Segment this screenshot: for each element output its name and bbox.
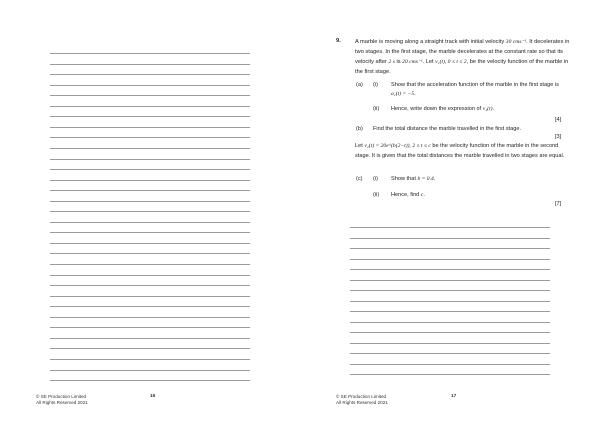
answer-line: [50, 137, 250, 138]
part-a-ii-label: (ii): [373, 106, 380, 112]
part-text: Show that the acceleration function of the marble in the first stage is: [391, 82, 559, 88]
answer-line: [350, 238, 550, 239]
part-text: Hence, write down the expression of: [391, 106, 483, 112]
answer-line: [350, 374, 550, 375]
page-number: 16: [150, 394, 156, 399]
answer-line: [350, 311, 550, 312]
part-text: .: [433, 176, 436, 182]
answer-line: [350, 332, 550, 333]
part-text: Show that: [391, 176, 418, 182]
answer-line: [50, 180, 250, 181]
part-math: a₁(t) = −5: [391, 91, 415, 97]
part-a-label: (a): [356, 82, 363, 88]
part-b-label: (b): [356, 126, 363, 132]
stem-text: is: [394, 59, 403, 65]
part-text: .: [414, 91, 416, 97]
stage-text: Let: [355, 143, 365, 149]
question-stem: [355, 37, 570, 77]
stem-text: . It decelerates in two stages. In the first stage, the marble decelerates at the constant rate so that its velocity after: [355, 39, 570, 65]
answer-line: [350, 227, 550, 228]
answer-line: [50, 243, 250, 244]
answer-line: [50, 116, 250, 117]
answer-line: [50, 190, 250, 191]
part-c-marks: [7]: [555, 201, 562, 207]
stem-math: 20 cms⁻¹: [402, 59, 423, 65]
answer-line: [50, 317, 250, 318]
answer-line: [50, 201, 250, 202]
answer-line: [350, 301, 550, 302]
answer-line: [350, 290, 550, 291]
stage-two-text: [355, 141, 567, 161]
left-footer: [36, 394, 88, 406]
stem-math: v₁(t), 0 ≤ t ≤ 2: [435, 59, 467, 65]
answer-line: [50, 285, 250, 286]
answer-line: [350, 248, 550, 249]
question-number: 9.: [336, 38, 341, 44]
footer-copyright: © SE Production Limited: [36, 394, 87, 399]
answer-line: [50, 74, 250, 75]
stem-math: 30 cms⁻¹: [505, 39, 527, 45]
part-b-marks: [3]: [555, 134, 562, 140]
part-a-i-text: [391, 81, 566, 99]
stem-math: 2 s: [388, 59, 395, 65]
answer-line: [50, 169, 250, 170]
answer-line: [50, 53, 250, 54]
answer-line: [50, 380, 250, 381]
answer-line: [50, 359, 250, 360]
part-a-i-label: (i): [373, 82, 378, 88]
part-math: b = 0.4: [417, 176, 434, 182]
answer-line: [50, 95, 250, 96]
answer-line: [350, 269, 550, 270]
stage-text: be the velocity function of the marble in the second stage. It is given that the total distances the marble travelled in two stages are equal.: [355, 143, 565, 159]
answer-line: [50, 148, 250, 149]
part-c-i-text: [391, 175, 566, 184]
part-c-label: (c): [356, 176, 363, 182]
part-text: .: [423, 192, 425, 198]
answer-line: [50, 296, 250, 297]
answer-line: [50, 275, 250, 276]
stem-text: , be the velocity function of the marble in the first stage.: [355, 59, 569, 75]
answer-line: [50, 264, 250, 265]
answer-line: [50, 127, 250, 128]
part-math: v₁(t): [482, 106, 493, 112]
answer-line: [350, 322, 550, 323]
right-footer: [336, 394, 388, 406]
part-math: c: [420, 192, 424, 198]
part-c-i-label: (i): [373, 176, 378, 182]
part-c-ii-text: [391, 191, 566, 200]
footer-rights: All Rights Reserved 2021: [36, 400, 88, 405]
answer-line: [50, 232, 250, 233]
stem-text: A marble is moving along a straight track with initial velocity: [355, 39, 506, 45]
answer-line: [350, 364, 550, 365]
answer-line: [50, 159, 250, 160]
part-text: .: [492, 106, 495, 112]
answer-line: [350, 280, 550, 281]
answer-line: [50, 327, 250, 328]
footer-rights: All Rights Reserved 2021: [336, 400, 388, 405]
answer-line: [50, 85, 250, 86]
answer-line: [50, 211, 250, 212]
part-a-ii-text: [391, 105, 566, 114]
part-a-marks: [4]: [555, 117, 562, 123]
part-b-text: Find the total distance the marble travelled in the first stage.: [373, 126, 522, 132]
answer-line: [50, 338, 250, 339]
page-number: 17: [451, 394, 457, 399]
answer-line: [350, 343, 550, 344]
part-text: Hence, find: [391, 192, 421, 198]
answer-line: [50, 348, 250, 349]
answer-line: [50, 106, 250, 107]
answer-line: [50, 253, 250, 254]
answer-line: [50, 306, 250, 307]
answer-line: [50, 222, 250, 223]
stem-text: . Let: [422, 59, 436, 65]
part-c-ii-label: (ii): [373, 192, 380, 198]
footer-copyright: © SE Production Limited: [336, 394, 387, 399]
answer-line: [50, 370, 250, 371]
answer-line: [50, 64, 250, 65]
stage-math: v₂(t) = 20e^(b(2−t)), 2 ≤ t ≤ c: [364, 143, 431, 149]
answer-line: [350, 353, 550, 354]
answer-line: [350, 259, 550, 260]
